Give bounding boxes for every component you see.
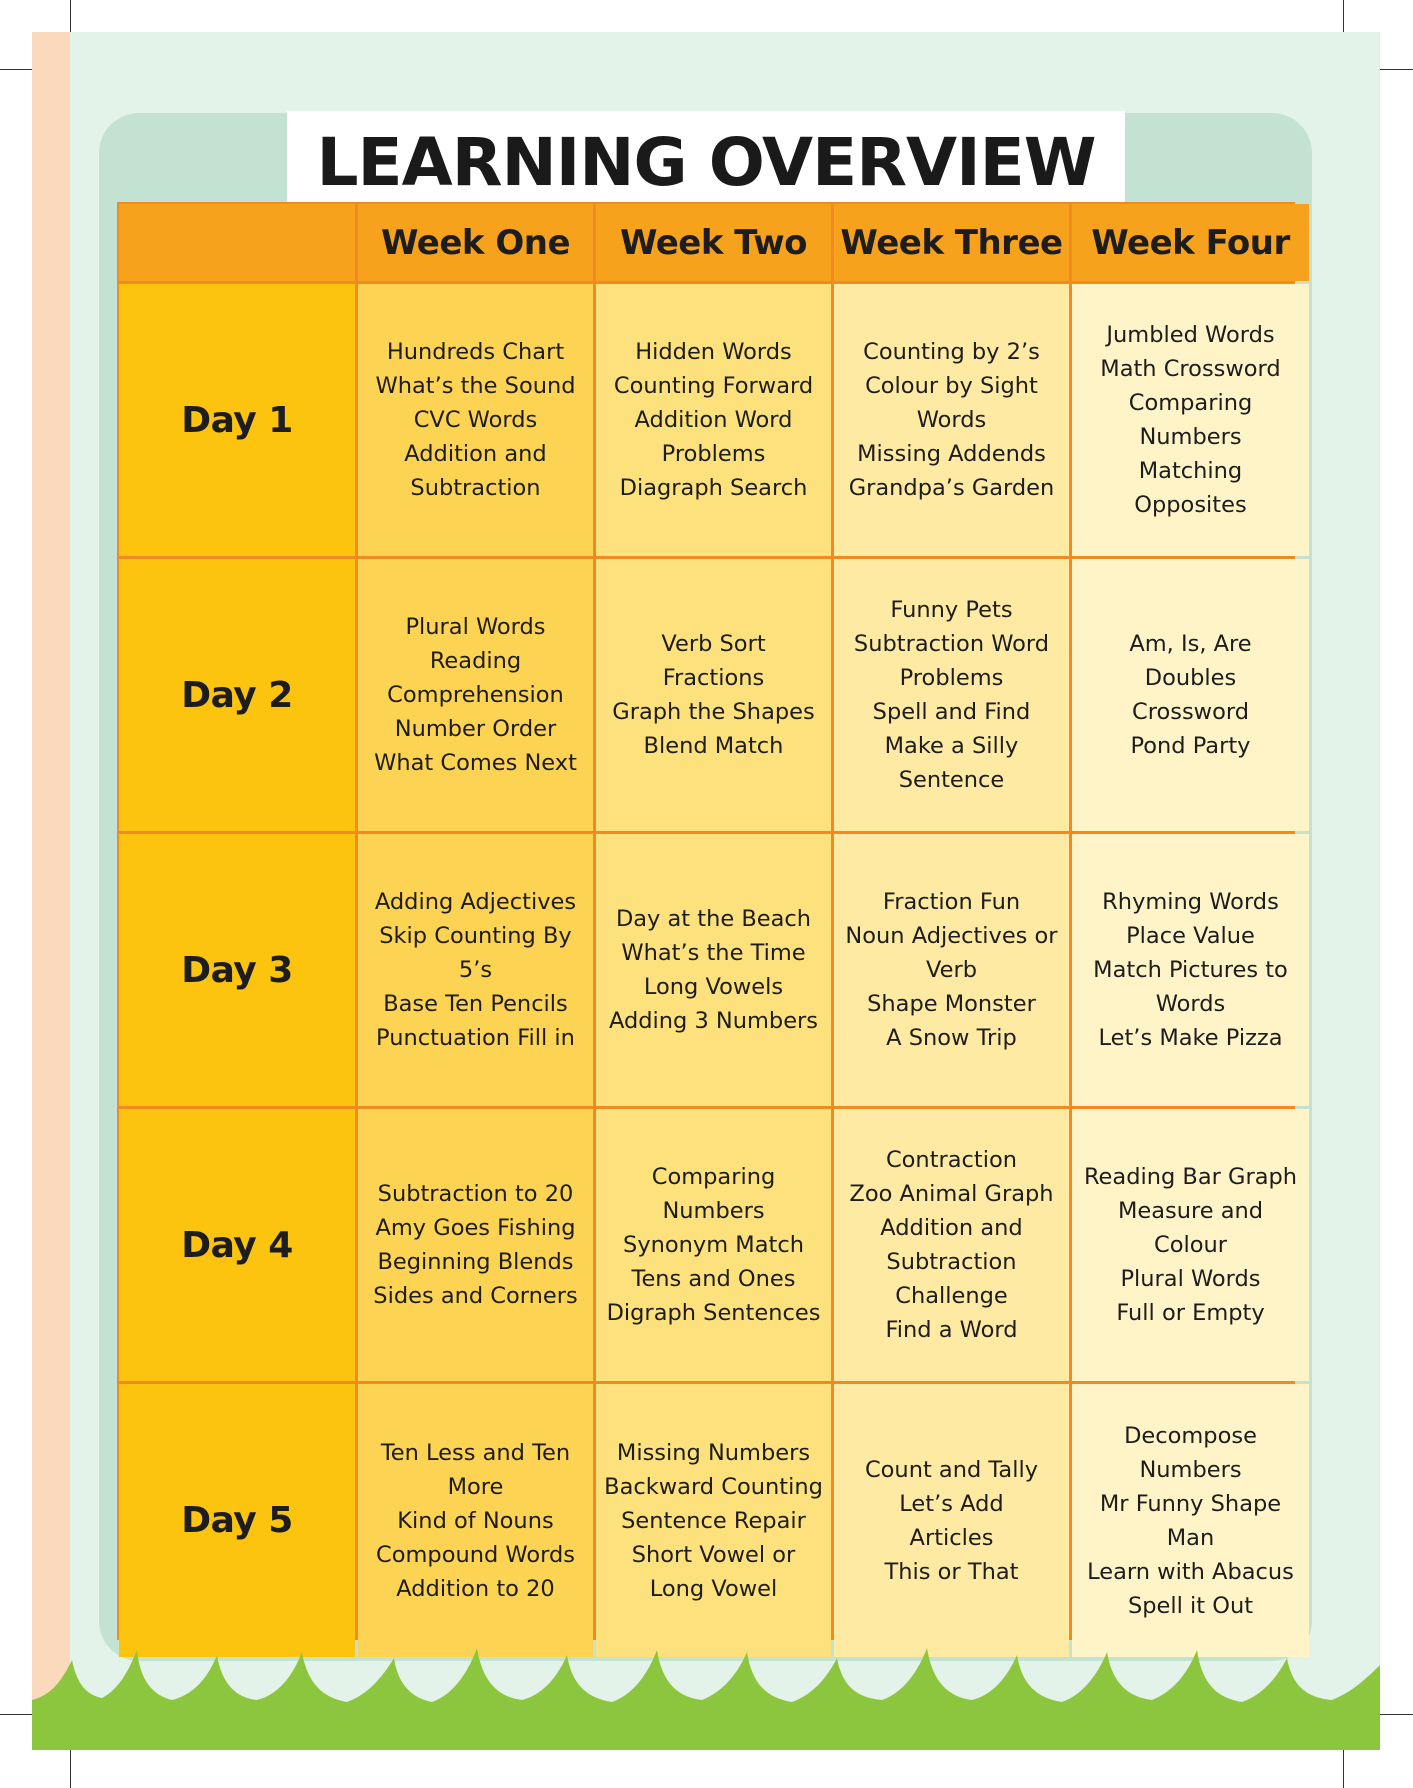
activity-line: Match Pictures to bbox=[1093, 957, 1288, 983]
activity-line: Compound Words bbox=[376, 1541, 575, 1568]
activity-list bbox=[603, 1160, 825, 1330]
activity-cell bbox=[834, 1384, 1069, 1657]
activity-line: What Comes Next bbox=[374, 750, 577, 776]
crop-mark bbox=[70, 1750, 71, 1788]
activity-list bbox=[1096, 318, 1284, 522]
activity-line: Man bbox=[1166, 1524, 1215, 1551]
row-header-day-1: Day 1 bbox=[119, 284, 355, 556]
activity-list bbox=[841, 885, 1061, 1055]
activity-line: Rhyming Words bbox=[1102, 889, 1279, 915]
activity-line: Colour by Sight bbox=[865, 373, 1038, 399]
crop-mark bbox=[1380, 69, 1413, 70]
row-header-day-5: Day 5 bbox=[119, 1384, 355, 1657]
activity-list bbox=[1080, 1160, 1301, 1330]
activity-line: Counting by 2’s bbox=[863, 339, 1040, 365]
activity-list bbox=[371, 885, 580, 1055]
activity-line: Adding 3 Numbers bbox=[608, 1008, 819, 1034]
activity-list bbox=[845, 335, 1059, 505]
activity-list bbox=[370, 610, 581, 780]
activity-line: Blend Match bbox=[643, 733, 784, 759]
activity-line: Full or Empty bbox=[1116, 1300, 1265, 1326]
activity-cell bbox=[1072, 284, 1309, 556]
activity-line: What’s the Sound bbox=[375, 373, 576, 399]
activity-line: Backward Counting bbox=[604, 1473, 823, 1500]
activity-line: Punctuation Fill in bbox=[376, 1025, 575, 1051]
activity-cell bbox=[1072, 559, 1309, 831]
activity-line: Long Vowels bbox=[643, 974, 784, 1000]
column-header-week-4: Week Four bbox=[1072, 204, 1309, 281]
activity-cell bbox=[358, 1109, 593, 1381]
page-spine-strip bbox=[32, 32, 70, 1750]
activity-list bbox=[1125, 627, 1255, 763]
crop-mark bbox=[1343, 0, 1344, 32]
activity-line: Graph the Shapes bbox=[612, 699, 815, 725]
activity-line: Decompose bbox=[1124, 1422, 1257, 1449]
activity-line: Verb Sort bbox=[661, 631, 766, 657]
activity-line: Skip Counting By bbox=[379, 923, 572, 949]
activity-line: CVC Words bbox=[413, 407, 538, 433]
activity-line: Short Vowel or bbox=[631, 1541, 796, 1568]
activity-line: Subtraction to 20 bbox=[377, 1181, 574, 1207]
activity-line: Subtraction bbox=[886, 1249, 1017, 1275]
activity-line: Sides and Corners bbox=[373, 1283, 578, 1309]
activity-line: Subtraction bbox=[410, 475, 541, 501]
activity-cell bbox=[834, 1109, 1069, 1381]
activity-cell bbox=[834, 559, 1069, 831]
activity-line: Kind of Nouns bbox=[397, 1507, 554, 1534]
activity-line: Addition Word bbox=[634, 407, 793, 433]
activity-list bbox=[1089, 885, 1292, 1055]
activity-cell bbox=[358, 284, 593, 556]
activity-line: Funny Pets bbox=[890, 597, 1013, 623]
activity-line: Mr Funny Shape bbox=[1099, 1490, 1282, 1517]
activity-line: Let’s Make Pizza bbox=[1098, 1025, 1283, 1051]
activity-line: Math Crossword bbox=[1100, 356, 1281, 382]
activity-cell bbox=[596, 284, 831, 556]
activity-line: Hundreds Chart bbox=[386, 339, 565, 365]
activity-line: Long Vowel bbox=[649, 1575, 778, 1602]
activity-line: Missing Numbers bbox=[616, 1439, 811, 1466]
activity-line: Sentence Repair bbox=[621, 1507, 806, 1534]
learning-overview-table bbox=[117, 202, 1298, 1640]
activity-line: Addition to 20 bbox=[396, 1575, 555, 1602]
activity-list bbox=[371, 335, 579, 505]
activity-line: Addition and bbox=[880, 1215, 1023, 1241]
activity-line: This or That bbox=[884, 1558, 1019, 1585]
activity-cell bbox=[596, 559, 831, 831]
page-title: LEARNING OVERVIEW bbox=[316, 124, 1096, 201]
activity-line: Comparing bbox=[1128, 390, 1253, 416]
activity-line: Pond Party bbox=[1130, 733, 1251, 759]
activity-line: What’s the Time bbox=[621, 940, 806, 966]
activity-line: Subtraction Word bbox=[853, 631, 1050, 657]
activity-line: Hidden Words bbox=[635, 339, 792, 365]
activity-list bbox=[861, 1453, 1042, 1589]
activity-line: Find a Word bbox=[885, 1317, 1018, 1343]
row-header-day-4: Day 4 bbox=[119, 1109, 355, 1381]
activity-cell bbox=[596, 834, 831, 1106]
column-header-week-1: Week One bbox=[358, 204, 593, 281]
activity-line: Problems bbox=[899, 665, 1004, 691]
activity-line: Numbers bbox=[1139, 424, 1242, 450]
activity-line: Day at the Beach bbox=[615, 906, 812, 932]
activity-line: A Snow Trip bbox=[886, 1025, 1017, 1051]
activity-line: Words bbox=[916, 407, 987, 433]
activity-cell bbox=[358, 1384, 593, 1657]
activity-line: Ten Less and Ten bbox=[380, 1439, 571, 1466]
activity-cell bbox=[834, 284, 1069, 556]
activity-line: Numbers bbox=[662, 1198, 765, 1224]
activity-line: Shape Monster bbox=[867, 991, 1036, 1017]
activity-list bbox=[605, 902, 822, 1038]
column-header-week-3: Week Three bbox=[834, 204, 1069, 281]
activity-line: Measure and bbox=[1117, 1198, 1264, 1224]
activity-line: Let’s Add bbox=[899, 1490, 1004, 1517]
header-corner-cell bbox=[119, 204, 355, 281]
activity-line: Spell it Out bbox=[1127, 1592, 1254, 1619]
activity-line: Synonym Match bbox=[623, 1232, 804, 1258]
activity-cell bbox=[358, 834, 593, 1106]
crop-mark bbox=[0, 69, 32, 70]
activity-line: Opposites bbox=[1134, 492, 1247, 518]
activity-line: Make a Silly bbox=[884, 733, 1019, 759]
activity-list bbox=[608, 627, 818, 763]
activity-list bbox=[369, 1177, 581, 1313]
activity-list bbox=[600, 1436, 827, 1606]
activity-line: Missing Addends bbox=[857, 441, 1046, 467]
activity-line: Adding Adjectives bbox=[374, 889, 577, 915]
activity-cell bbox=[596, 1109, 831, 1381]
activity-line: More bbox=[447, 1473, 504, 1500]
activity-line: Problems bbox=[661, 441, 766, 467]
activity-line: Zoo Animal Graph bbox=[849, 1181, 1054, 1207]
activity-line: Challenge bbox=[895, 1283, 1008, 1309]
activity-line: Am, Is, Are bbox=[1129, 631, 1252, 657]
activity-cell bbox=[1072, 1109, 1309, 1381]
activity-list bbox=[610, 335, 817, 505]
activity-list bbox=[372, 1436, 579, 1606]
activity-line: Tens and Ones bbox=[631, 1266, 796, 1292]
row-header-day-2: Day 2 bbox=[119, 559, 355, 831]
activity-line: Noun Adjectives or bbox=[845, 923, 1058, 949]
activity-cell bbox=[358, 559, 593, 831]
activity-line: Place Value bbox=[1126, 923, 1255, 949]
activity-line: Amy Goes Fishing bbox=[375, 1215, 576, 1241]
column-header-week-2: Week Two bbox=[596, 204, 831, 281]
activity-line: Beginning Blends bbox=[377, 1249, 574, 1275]
activity-line: Matching bbox=[1138, 458, 1243, 484]
activity-line: Learn with Abacus bbox=[1087, 1558, 1294, 1585]
activity-line: Reading bbox=[429, 648, 522, 674]
activity-line: Plural Words bbox=[1120, 1266, 1261, 1292]
activity-line: Doubles bbox=[1144, 665, 1237, 691]
activity-line: Number Order bbox=[394, 716, 557, 742]
activity-line: Comparing bbox=[651, 1164, 776, 1190]
grass-decoration bbox=[32, 1640, 1380, 1750]
activity-line: Grandpa’s Garden bbox=[848, 475, 1055, 501]
activity-line: Colour bbox=[1153, 1232, 1227, 1258]
activity-cell bbox=[834, 834, 1069, 1106]
activity-line: Jumbled Words bbox=[1106, 322, 1275, 348]
crop-mark bbox=[1380, 1714, 1413, 1715]
activity-line: Diagraph Search bbox=[619, 475, 808, 501]
activity-list bbox=[1083, 1419, 1298, 1623]
activity-line: Fractions bbox=[662, 665, 765, 691]
activity-line: Plural Words bbox=[405, 614, 546, 640]
activity-line: Spell and Find bbox=[872, 699, 1031, 725]
row-header-day-3: Day 3 bbox=[119, 834, 355, 1106]
activity-line: Verb bbox=[925, 957, 977, 983]
activity-line: Sentence bbox=[898, 767, 1005, 793]
crop-mark bbox=[70, 0, 71, 32]
activity-line: Crossword bbox=[1132, 699, 1249, 725]
activity-list bbox=[850, 593, 1053, 797]
activity-line: Contraction bbox=[885, 1147, 1018, 1173]
activity-line: Counting Forward bbox=[613, 373, 814, 399]
activity-list bbox=[845, 1143, 1057, 1347]
activity-line: Digraph Sentences bbox=[606, 1300, 821, 1326]
activity-line: Base Ten Pencils bbox=[383, 991, 568, 1017]
activity-line: 5’s bbox=[458, 957, 493, 983]
activity-line: Count and Tally bbox=[864, 1456, 1039, 1483]
crop-mark bbox=[0, 1714, 32, 1715]
activity-cell bbox=[596, 1384, 831, 1657]
activity-cell bbox=[1072, 834, 1309, 1106]
activity-line: Fraction Fun bbox=[882, 889, 1021, 915]
activity-line: Words bbox=[1155, 991, 1226, 1017]
activity-line: Articles bbox=[909, 1524, 994, 1551]
activity-cell bbox=[1072, 1384, 1309, 1657]
crop-mark bbox=[1343, 1750, 1344, 1788]
activity-line: Addition and bbox=[404, 441, 547, 467]
activity-line: Comprehension bbox=[387, 682, 564, 708]
activity-line: Numbers bbox=[1139, 1456, 1242, 1483]
activity-line: Reading Bar Graph bbox=[1083, 1164, 1298, 1190]
